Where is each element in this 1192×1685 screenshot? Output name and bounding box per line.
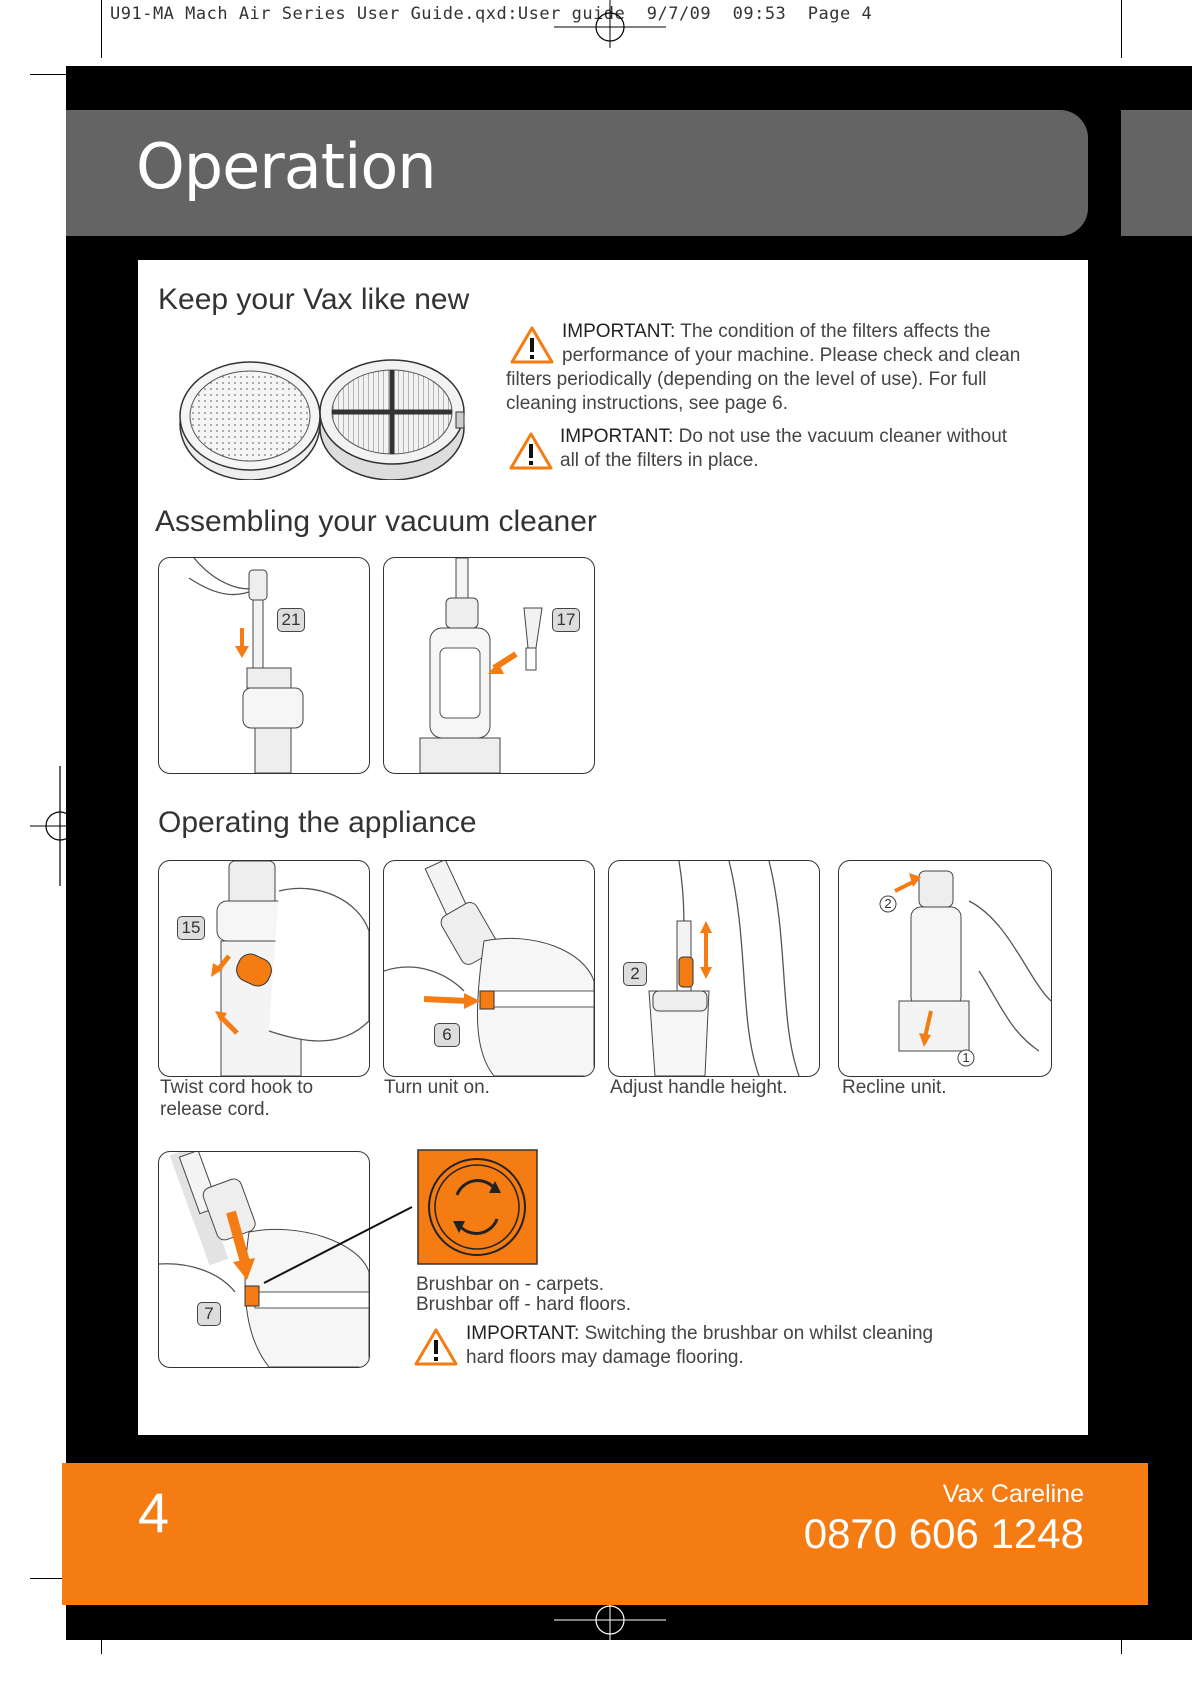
- part-number-badge: 7: [197, 1302, 221, 1326]
- print-slug: U91-MA Mach Air Series User Guide.qxd:User guide 9/7/09 09:53 Page 4: [110, 4, 873, 24]
- caption-line: Twist cord hook to: [160, 1077, 314, 1098]
- important-text: cleaning instructions, see page 6.: [506, 393, 789, 414]
- brushbar-caption: [416, 1275, 631, 1315]
- step-caption: [842, 1077, 947, 1099]
- cord-hook-illustration: [159, 861, 369, 1076]
- page-title: Operation: [136, 130, 436, 203]
- part-number-badge: 17: [552, 608, 580, 632]
- assembly-step-illustration: [158, 557, 370, 774]
- page-number: 4: [138, 1481, 170, 1544]
- callout-line: [260, 1205, 416, 1285]
- caption-line: Turn unit on.: [384, 1077, 490, 1098]
- part-number-badge: 15: [177, 916, 205, 940]
- careline-label: Vax Careline: [942, 1480, 1084, 1508]
- step-caption: [160, 1077, 313, 1121]
- recline-unit-illustration: [839, 861, 1051, 1076]
- assembly-step-illustration: [383, 557, 595, 774]
- power-switch-illustration: [384, 861, 594, 1076]
- important-text: performance of your machine. Please check and clean: [562, 345, 1021, 366]
- step-caption: [384, 1077, 490, 1099]
- registration-mark-top: [550, 0, 670, 48]
- filter-illustration: [178, 350, 478, 480]
- caption-line: Recline unit.: [842, 1077, 947, 1098]
- important-text: all of the filters in place.: [560, 450, 759, 471]
- important-text: The condition of the filters affects the: [675, 321, 991, 342]
- step-number-label: 1: [962, 1050, 970, 1065]
- vacuum-tool-attach-illustration: [384, 558, 594, 773]
- part-number-badge: 6: [434, 1023, 460, 1047]
- vacuum-handle-insert-illustration: [159, 558, 369, 773]
- important-note-filters: [506, 320, 1066, 416]
- caption-line: Brushbar on - carpets.: [416, 1274, 604, 1295]
- brushbar-toggle-icon: [417, 1149, 538, 1265]
- section-heading-operating: Operating the appliance: [158, 806, 477, 839]
- important-label: IMPORTANT:: [560, 426, 674, 447]
- step-number-label: 2: [884, 896, 892, 911]
- operating-step-illustration: [158, 860, 370, 1077]
- important-label: IMPORTANT:: [466, 1323, 580, 1344]
- important-label: IMPORTANT:: [562, 321, 676, 342]
- important-note-filters-in-place: [560, 425, 1080, 473]
- step-caption: [610, 1077, 787, 1099]
- important-text: filters periodically (depending on the level of use). For full: [506, 369, 987, 390]
- warning-icon: [414, 1327, 458, 1367]
- important-text: hard floors may damage flooring.: [466, 1347, 744, 1368]
- operating-step-illustration: [383, 860, 595, 1077]
- registration-mark-right: [1132, 766, 1192, 886]
- caption-line: release cord.: [160, 1099, 270, 1120]
- important-note-brushbar: [466, 1322, 1026, 1370]
- section-heading-assembling: Assembling your vacuum cleaner: [155, 505, 597, 538]
- operating-step-illustration: [608, 860, 820, 1077]
- part-number-badge: 2: [623, 962, 647, 986]
- operating-step-illustration: [838, 860, 1052, 1077]
- registration-mark-left: [30, 766, 90, 886]
- section-heading-keep-new: Keep your Vax like new: [158, 283, 470, 316]
- crop-mark: [101, 0, 102, 58]
- title-bar-tab: [1121, 110, 1192, 236]
- important-text: Do not use the vacuum cleaner without: [673, 426, 1008, 447]
- warning-icon: [509, 431, 553, 471]
- caption-line: Brushbar off - hard floors.: [416, 1294, 632, 1315]
- careline-phone: 0870 606 1248: [803, 1510, 1084, 1557]
- part-number-badge: 21: [277, 608, 305, 632]
- important-text: Switching the brushbar on whilst cleaning: [579, 1323, 934, 1344]
- crop-mark: [1121, 0, 1122, 58]
- caption-line: Adjust handle height.: [610, 1077, 788, 1098]
